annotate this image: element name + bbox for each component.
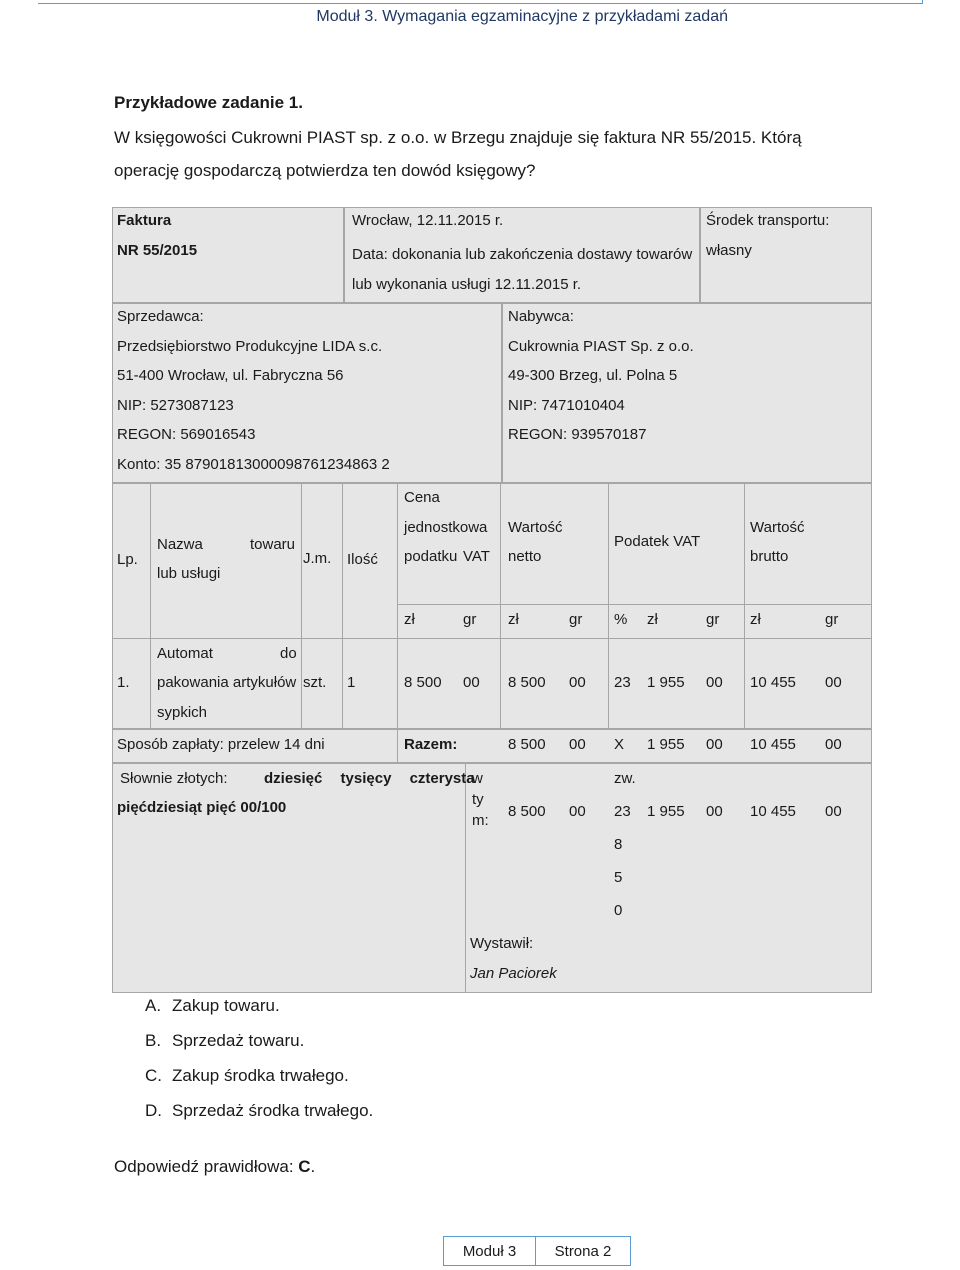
buyer-label: Nabywca: <box>508 308 574 325</box>
transport-value: własny <box>706 242 752 259</box>
option-b-text: Sprzedaż towaru. <box>172 1031 305 1050</box>
col-price-1: Cena <box>404 489 440 506</box>
grid-line <box>744 483 745 729</box>
grid-line <box>397 729 398 763</box>
footer-module: Moduł 3 <box>443 1236 536 1266</box>
item-gross-zl: 10 455 <box>750 674 796 691</box>
sub-gr: gr <box>706 611 720 628</box>
sub-zl: zł <box>508 611 519 628</box>
seller-account: Konto: 35 87901813000098761234863 2 <box>117 456 390 473</box>
option-b-letter: B. <box>145 1031 162 1050</box>
answer <box>114 1157 315 1177</box>
sub-pct: % <box>614 611 628 628</box>
option-d-letter: D. <box>145 1101 162 1120</box>
buyer-address: 49-300 Brzeg, ul. Polna 5 <box>508 367 678 384</box>
col-price-2: jednostkowa <box>404 519 488 536</box>
seller-address: 51-400 Wrocław, ul. Fabryczna 56 <box>117 367 344 384</box>
col-lp: Lp. <box>117 551 138 568</box>
footer-page: Strona 2 <box>535 1236 631 1266</box>
option-c-text: Zakup środka trwałego. <box>172 1066 349 1085</box>
rate23-net-zl: 8 500 <box>508 803 546 820</box>
module-header: Moduł 3. Wymagania egzaminacyjne z przykładami zadań <box>316 8 728 25</box>
total-gross-zl: 10 455 <box>750 736 796 753</box>
col-name-b: towaru <box>250 536 296 553</box>
item-name-a: Automat <box>157 645 213 662</box>
place-date: Wrocław, 12.11.2015 r. <box>352 212 504 229</box>
col-net-1: Wartość <box>508 519 563 536</box>
buyer-name: Cukrownia PIAST Sp. z o.o. <box>508 338 694 355</box>
total-vat-zl: 1 955 <box>647 736 685 753</box>
item-unit: szt. <box>303 674 327 691</box>
issued-label: Wystawił: <box>470 935 534 952</box>
col-net-2: netto <box>508 548 542 565</box>
question-line-2: operację gospodarczą potwierdza ten dowód księgowy? <box>114 161 536 180</box>
item-vat-pct: 23 <box>614 674 631 691</box>
issued-by: Jan Paciorek <box>470 965 557 982</box>
col-vat: Podatek VAT <box>614 533 701 550</box>
grid-line <box>397 604 872 605</box>
invoice-number: NR 55/2015 <box>117 242 198 259</box>
rate23-net-gr: 00 <box>569 803 586 820</box>
rate-5: 5 <box>614 869 623 886</box>
col-gross-2: brutto <box>750 548 789 565</box>
col-price-3b: VAT <box>463 548 490 565</box>
col-name-2: lub usługi <box>157 565 221 582</box>
seller-label: Sprzedawca: <box>117 308 204 325</box>
grid-line <box>301 483 302 729</box>
of-which-3: m: <box>472 812 489 829</box>
rate23-pct: 23 <box>614 803 631 820</box>
sub-zl: zł <box>750 611 761 628</box>
words-value-2: pięćdziesiąt pięć 00/100 <box>117 799 287 816</box>
invoice-title: Faktura <box>117 212 172 229</box>
option-a-letter: A. <box>145 996 162 1015</box>
item-vat-zl: 1 955 <box>647 674 685 691</box>
words-box <box>112 763 872 993</box>
buyer-regon: REGON: 939570187 <box>508 426 647 443</box>
rate-zw: zw. <box>614 770 636 787</box>
grid-line <box>342 483 343 729</box>
grid-line <box>500 483 501 729</box>
rate-8: 8 <box>614 836 623 853</box>
item-name-2: pakowania artykułów <box>157 674 297 691</box>
total-gross-gr: 00 <box>825 736 842 753</box>
buyer-box <box>502 303 872 483</box>
total-net-gr: 00 <box>569 736 586 753</box>
seller-name: Przedsiębiorstwo Produkcyjne LIDA s.c. <box>117 338 383 355</box>
total-label: Razem: <box>404 736 458 753</box>
question-line-1: W księgowości Cukrowni PIAST sp. z o.o. w Brzegu znajduje się faktura NR 55/2015. Którą <box>114 128 802 147</box>
col-qty: Ilość <box>347 551 378 568</box>
grid-line <box>608 483 609 729</box>
item-gross-gr: 00 <box>825 674 842 691</box>
item-price-zl: 8 500 <box>404 674 442 691</box>
col-gross-1: Wartość <box>750 519 805 536</box>
item-name-3: sypkich <box>157 704 208 721</box>
option-a-text: Zakup towaru. <box>172 996 280 1015</box>
task-title: Przykładowe zadanie 1. <box>114 93 303 112</box>
answer-end: . <box>310 1157 316 1176</box>
col-name-a: Nazwa <box>157 536 203 553</box>
rate23-vat-gr: 00 <box>706 803 723 820</box>
delivery-date-line-2: lub wykonania usługi 12.11.2015 r. <box>352 276 582 293</box>
seller-nip: NIP: 5273087123 <box>117 397 234 414</box>
answer-value: C <box>298 1157 311 1176</box>
col-unit: J.m. <box>303 550 332 567</box>
words-label: Słownie złotych: <box>120 770 228 787</box>
item-net-gr: 00 <box>569 674 586 691</box>
total-vat-gr: 00 <box>706 736 723 753</box>
sub-gr: gr <box>463 611 477 628</box>
sub-gr: gr <box>569 611 583 628</box>
item-price-gr: 00 <box>463 674 480 691</box>
item-vat-gr: 00 <box>706 674 723 691</box>
words-value-1: dziesięć tysięcy czterysta <box>264 770 475 787</box>
sub-zl: zł <box>404 611 415 628</box>
rate23-gross-gr: 00 <box>825 803 842 820</box>
grid-line <box>397 483 398 729</box>
delivery-date-line-1: Data: dokonania lub zakończenia dostawy towarów <box>352 246 693 263</box>
header-rule-tick <box>922 0 923 3</box>
grid-line <box>465 763 466 993</box>
item-name-b: do <box>280 645 297 662</box>
seller-regon: REGON: 569016543 <box>117 426 256 443</box>
option-d-text: Sprzedaż środka trwałego. <box>172 1101 374 1120</box>
of-which-1: w <box>472 770 483 787</box>
total-pct: X <box>614 736 625 753</box>
item-net-zl: 8 500 <box>508 674 546 691</box>
rate23-vat-zl: 1 955 <box>647 803 685 820</box>
header-rule <box>38 3 923 4</box>
answer-label: Odpowiedź prawidłowa: <box>114 1157 299 1176</box>
rate-0: 0 <box>614 902 623 919</box>
sub-gr: gr <box>825 611 839 628</box>
of-which-2: ty <box>472 791 484 808</box>
grid-line <box>112 638 872 639</box>
item-lp: 1. <box>117 674 130 691</box>
grid-line <box>150 483 151 729</box>
col-price-3a: podatku <box>404 548 458 565</box>
item-qty: 1 <box>347 674 356 691</box>
option-c-letter: C. <box>145 1066 162 1085</box>
payment-method: Sposób zapłaty: przelew 14 dni <box>117 736 325 753</box>
transport-label: Środek transportu: <box>706 212 830 229</box>
rate23-gross-zl: 10 455 <box>750 803 796 820</box>
total-net-zl: 8 500 <box>508 736 546 753</box>
sub-zl: zł <box>647 611 658 628</box>
buyer-nip: NIP: 7471010404 <box>508 397 625 414</box>
